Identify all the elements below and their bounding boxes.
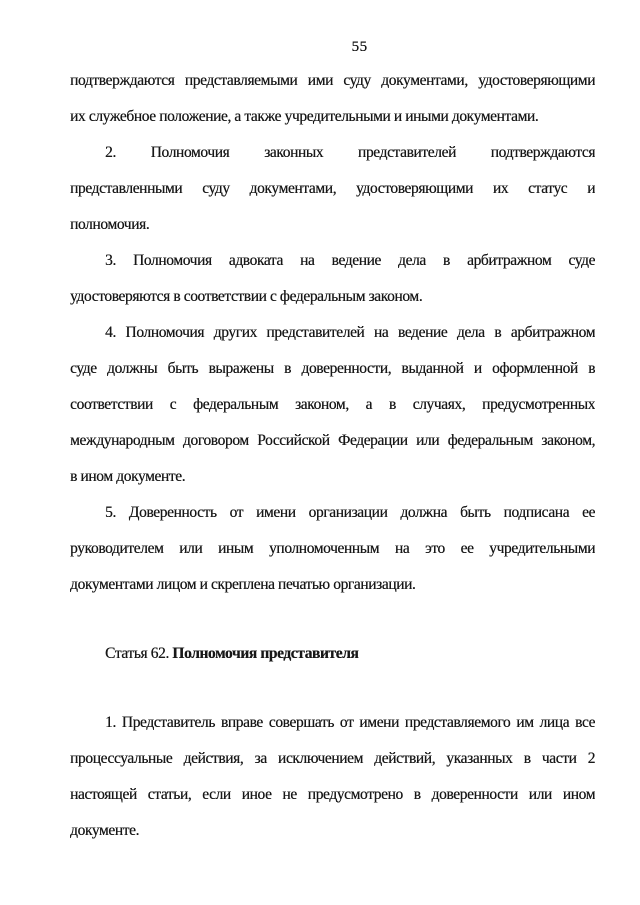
article-number: Статья 62. bbox=[105, 645, 169, 662]
paragraph bbox=[70, 315, 595, 495]
article-heading bbox=[70, 636, 595, 672]
text-line: 5. Доверенность от имени организации должна быть подписана ее bbox=[105, 504, 595, 521]
text-line: международным договором Российской Федерации или федеральным законом, bbox=[70, 432, 595, 449]
text-line: 2. Полномочия законных представителей подтверждаются bbox=[105, 144, 595, 161]
text-line: 1. Представитель вправе совершать от имени представляемого им лица все bbox=[105, 714, 595, 731]
paragraph bbox=[70, 705, 595, 849]
article-title: Полномочия представителя bbox=[172, 645, 359, 662]
text-line: настоящей статьи, если иное не предусмотрено в доверенности или ином bbox=[70, 786, 595, 803]
text-line: полномочия. bbox=[70, 216, 150, 233]
text-line: 3. Полномочия адвоката на ведение дела в арбитражном суде bbox=[105, 252, 595, 269]
page-number: 55 bbox=[351, 39, 368, 55]
text-line: документами лицом и скреплена печатью организации. bbox=[70, 576, 416, 593]
text-line: представленными суду документами, удостоверяющими их статус и bbox=[70, 180, 595, 197]
text-line: их служебное положение, а также учредительными и иными документами. bbox=[70, 108, 539, 125]
text-line: удостоверяются в соответствии с федеральным законом. bbox=[70, 288, 423, 305]
text-line: в ином документе. bbox=[70, 468, 186, 485]
text-line: подтверждаются представляемыми ими суду документами, удостоверяющими bbox=[70, 72, 595, 89]
paragraph bbox=[70, 135, 595, 243]
document-body bbox=[70, 63, 595, 849]
text-line: суде должны быть выражены в доверенности, выданной и оформленной в bbox=[70, 360, 595, 377]
text-line: руководителем или иным уполномоченным на это ее учредительными bbox=[70, 540, 595, 557]
text-line: процессуальные действия, за исключением действий, указанных в части 2 bbox=[70, 750, 595, 767]
text-line: 4. Полномочия других представителей на ведение дела в арбитражном bbox=[105, 324, 595, 341]
paragraph bbox=[70, 495, 595, 603]
text-line: соответствии с федеральным законом, а в случаях, предусмотренных bbox=[70, 396, 595, 413]
text-line: документе. bbox=[70, 822, 140, 839]
paragraph bbox=[70, 63, 595, 135]
paragraph bbox=[70, 243, 595, 315]
